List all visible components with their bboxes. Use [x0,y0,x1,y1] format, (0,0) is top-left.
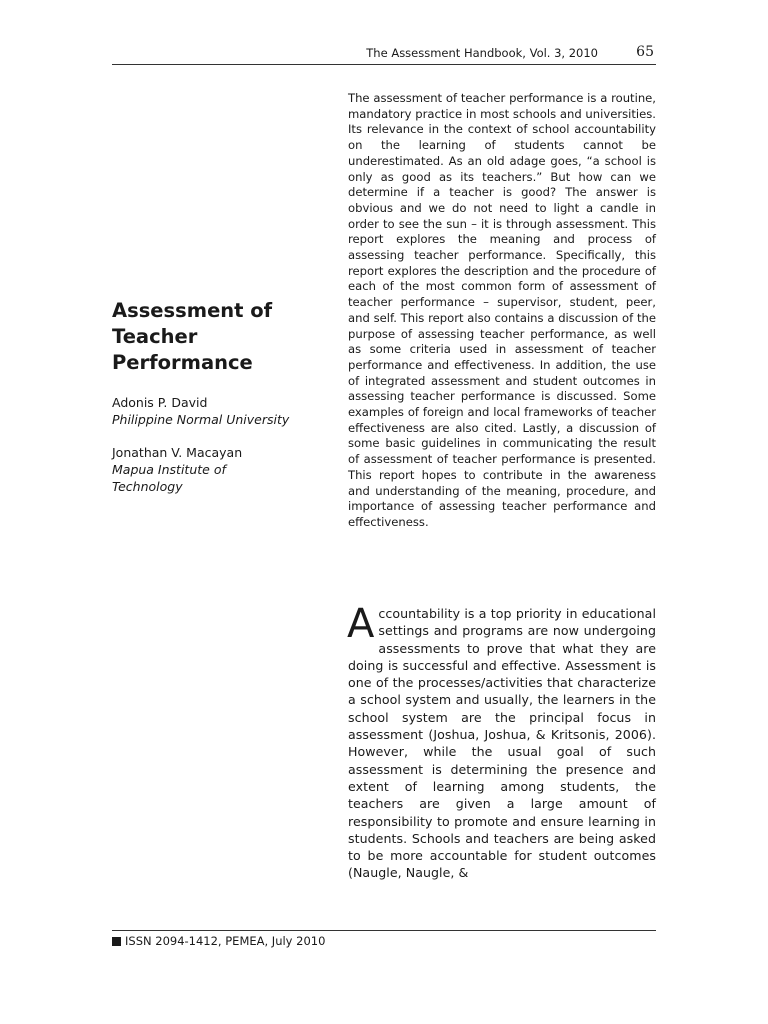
article-meta [112,298,292,511]
author-name: Adonis P. David [112,395,208,410]
article-title: Assessment of Teacher Performance [112,299,273,374]
body-text: ccountability is a top priority in educational settings and programs are now undergoing assessments to prove that what they are doing is successful and effective. Assessment is one of the processes/activities that characterize a school system and usually, the learners in the school system are the principal focus in assessment (Joshua, Joshua, & Kritsonis, 2006). However, while the usual goal of such assessment is determining the presence and extent of learning among students, the teachers are given a large amount of responsibility to promote and ensure learning in students. Schools and teachers are being asked to be more accountable for student outcomes (Naugle, Naugle, & [348,606,656,881]
author-affiliation: Philippine Normal University [112,412,290,427]
footer-text: ISSN 2094-1412, PEMEA, July 2010 [125,934,326,948]
author-name: Jonathan V. Macayan [112,445,243,460]
journal-title: The Assessment Handbook, Vol. 3, 2010 [366,46,598,60]
drop-cap: A [347,601,375,647]
square-bullet-icon [112,937,121,946]
author-affiliation: Mapua Institute of Technology [112,462,226,494]
author-block [112,394,292,428]
body-paragraph [347,601,656,882]
abstract: The assessment of teacher performance is a routine, mandatory practice in most schools and universities. Its relevance in the context of school accountability on the learning of students cannot be underestimated. As an old adage goes, “a school is only as good as its teachers.” But how can we determine if a teacher is good? The answer is obvious and we do not need to light a candle in order to see the sun – it is through assessment. This report explores the meaning and process of assessing teacher performance. Specifically, this report explores the description and the procedure of each of the most common form of assessment of teacher performance – supervisor, student, peer, and self. This report also contains a discussion of the purpose of assessing teacher performance, as well as some criteria used in assessment of teacher performance and effectiveness. In addition, the use of integrated assessment and student outcomes in assessing teacher performance is discussed. Some examples of foreign and local frameworks of teacher effectiveness are also cited. Lastly, a discussion of some basic guidelines in communicating the result of assessment of teacher performance is presented. This report hopes to contribute in the awareness and understanding of the meaning, procedure, and importance of assessing teacher performance and effectiveness. [348,91,656,529]
author-block [112,444,292,495]
page-number: 65 [636,44,654,60]
page-footer [112,930,656,948]
page-header [112,44,656,65]
